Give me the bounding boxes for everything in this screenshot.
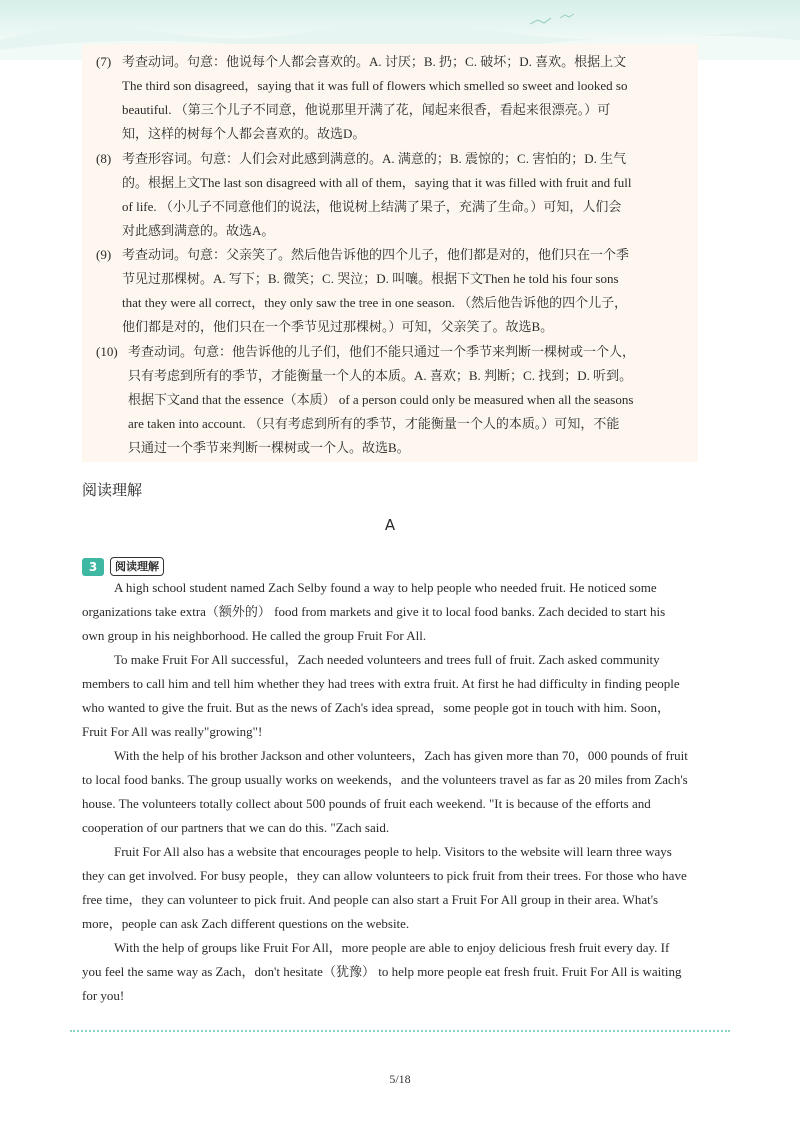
- answer-line: 对此感到满意的。故选A。: [122, 223, 275, 238]
- answer-line: beautiful. （第三个儿子不同意，他说那里开满了花，闻起来很香，看起来很漂亮。）可: [122, 102, 611, 117]
- answer-line: that they were all correct，they only saw the tree in one season. （然后他告诉他的四个儿子，: [122, 295, 628, 310]
- page-number: 5/18: [389, 1072, 411, 1086]
- answer-item-10: [96, 340, 686, 460]
- question-type-tag: 阅读理解: [110, 557, 164, 576]
- footer-divider: [70, 1030, 730, 1032]
- answer-line: 考查动词。句意：他告诉他的儿子们，他们不能只通过一个季节来判断一棵树或一个人，: [128, 344, 636, 359]
- answer-line: 节见过那棵树。A. 写下；B. 微笑；C. 哭泣；D. 叫嚷。根据下文Then he told his four sons: [122, 271, 619, 286]
- answer-line: The third son disagreed，saying that it was full of flowers which smelled so sweet and looked so: [122, 78, 628, 93]
- answer-item-9: [96, 243, 686, 339]
- answer-line: 的。根据上文The last son disagreed with all of them，saying that it was filled with fruit and full: [122, 175, 632, 190]
- passage-paragraph: To make Fruit For All successful，Zach needed volunteers and trees full of fruit. Zach asked community members to call him and tell him whether they had trees with extra fruit. At first he had difficulty in finding people who wanted to give the fruit. But as the news of Zach's idea spread，some people got in touch with him. Soon，Fruit For All was really"growing"!: [82, 652, 680, 739]
- reading-passage: [82, 576, 688, 1008]
- answer-line: 根据下文and that the essence（本质） of a person could only be measured when all the seasons: [128, 392, 634, 407]
- answer-item-8: [96, 147, 686, 243]
- passage-letter: A: [384, 516, 396, 534]
- answer-number: (9): [96, 247, 112, 262]
- answer-line: 他们都是对的，他们只在一个季节见过那棵树。）可知，父亲笑了。故选B。: [122, 319, 554, 334]
- answer-number: (10): [96, 344, 118, 359]
- answer-line: 考查动词。句意：父亲笑了。然后他告诉他的四个儿子，他们都是对的，他们只在一个季: [122, 247, 630, 262]
- answer-line: of life. （小儿子不同意他们的说法，他说树上结满了果子，充满了生命。）可知，人们会: [122, 199, 622, 214]
- passage-paragraph: A high school student named Zach Selby found a way to help people who needed fruit. He noticed some organizations take extra（额外的） food from markets and give it to local food banks. Zach decided to start his own group in his neighborhood. He called the group Fruit For All.: [82, 580, 666, 643]
- answer-line: 只有考虑到所有的季节，才能衡量一个人的本质。A. 喜欢；B. 判断；C. 找到；D. 听到。: [128, 368, 633, 383]
- question-number-badge: 3: [82, 558, 104, 576]
- answer-line: 考查形容词。句意：人们会对此感到满意的。A. 满意的；B. 震惊的；C. 害怕的；D. 生气: [122, 151, 627, 166]
- passage-paragraph: With the help of his brother Jackson and other volunteers，Zach has given more than 70，000 pounds of fruit to local food banks. The group usually works on weekends，and the volunteers travel as far as 20 miles from Zach's house. The volunteers totally collect about 500 pounds of fruit each weekend. "It is because of the efforts and cooperation of our partners that we can do this. "Zach said.: [82, 748, 688, 835]
- section-title: 阅读理解: [82, 481, 143, 499]
- answer-line: 知，这样的树每个人都会喜欢的。故选D。: [122, 126, 366, 141]
- answer-line: are taken into account. （只有考虑到所有的季节，才能衡量一个人的本质。）可知，不能: [128, 416, 620, 431]
- answer-number: (7): [96, 54, 112, 69]
- passage-paragraph: With the help of groups like Fruit For All，more people are able to enjoy delicious fresh fruit every day. If you feel the same way as Zach，don't hesitate（犹豫） to help more people eat fresh fruit. Fruit For All is waiting for you!: [82, 940, 682, 1003]
- passage-paragraph: Fruit For All also has a website that encourages people to help. Visitors to the website will learn three ways they can get involved. For busy people，they can allow volunteers to pick fruit from their trees. For those who have free time，they can volunteer to pick fruit. And people can also start a Fruit For All group in their area. What's more，people can ask Zach different questions on the website.: [82, 844, 687, 931]
- answer-line: 考查动词。句意：他说每个人都会喜欢的。A. 讨厌；B. 扔；C. 破坏；D. 喜欢。根据上文: [122, 54, 627, 69]
- answer-item-7: [96, 50, 686, 146]
- answer-line: 只通过一个季节来判断一棵树或一个人。故选B。: [128, 440, 410, 455]
- answer-number: (8): [96, 151, 112, 166]
